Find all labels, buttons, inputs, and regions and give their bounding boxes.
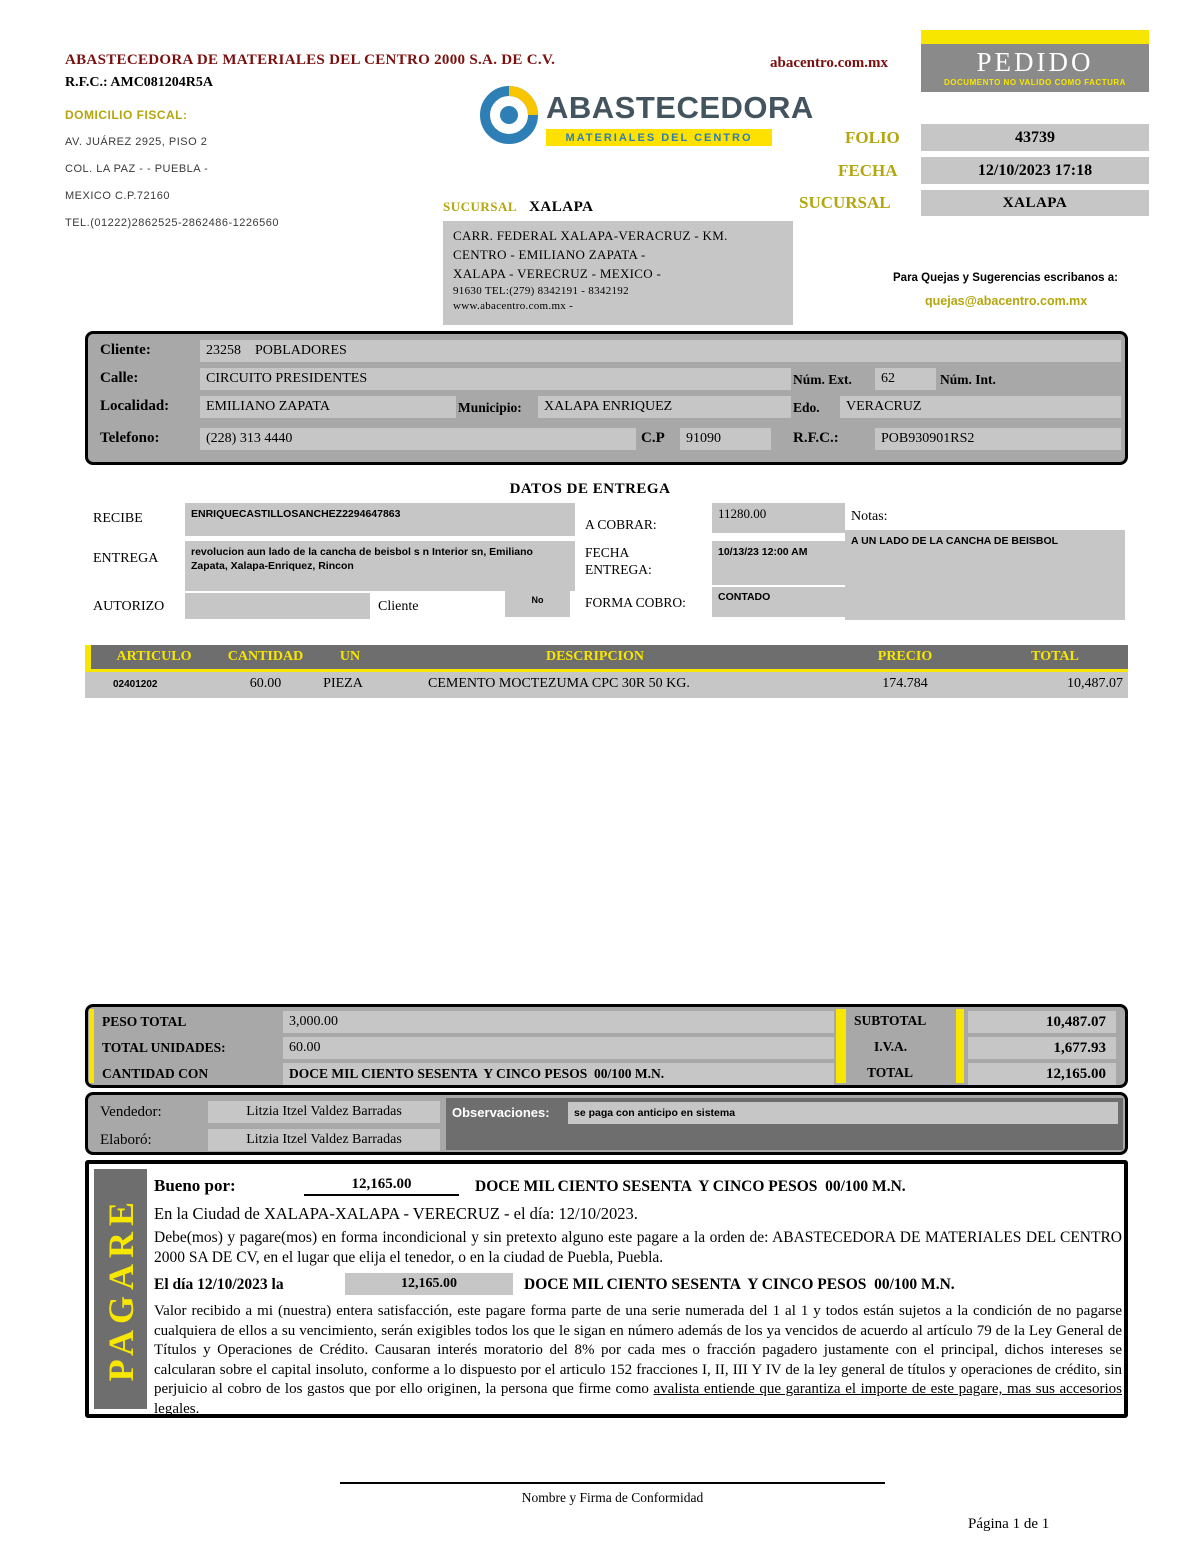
el-dia-text: DOCE MIL CIENTO SESENTA Y CINCO PESOS 00/100 M.N. [524, 1276, 955, 1293]
table-row [85, 672, 1128, 698]
fiscal-address-label: DOMICILIO FISCAL: [65, 108, 188, 122]
el-dia-amount: 12,165.00 [345, 1273, 513, 1295]
cliente-label: Cliente: [100, 342, 151, 358]
col-header-total: TOTAL [1031, 649, 1079, 664]
entrega-value: revolucion aun lado de la cancha de beisbol s n Interior sn, Emiliano Zapata, Xalapa-Enriquez, Rincon [185, 541, 575, 591]
branch-address-line: www.abacentro.com.mx - [453, 300, 574, 313]
table-header-accent [85, 645, 91, 669]
doc-type-note: DOCUMENTO NO VALIDO COMO FACTURA [944, 78, 1126, 87]
col-header-cantidad: CANTIDAD [227, 649, 304, 664]
notas-value: A UN LADO DE LA CANCHA DE BEISBOL [845, 530, 1125, 620]
observaciones-panel [446, 1098, 1123, 1150]
calle-value: CIRCUITO PRESIDENTES [200, 368, 791, 390]
elaboro-value: Litzia Itzel Valdez Barradas [208, 1129, 440, 1151]
logo-wordmark: ABASTECEDORA [546, 90, 814, 125]
forma-cobro-label: FORMA COBRO: [585, 595, 686, 610]
pagare-paragraph-2 [154, 1302, 1122, 1419]
item-precio: 174.784 [882, 676, 928, 691]
fecha-value: 12/10/2023 17:18 [921, 157, 1149, 184]
total-unidades-label: TOTAL UNIDADES: [102, 1040, 226, 1055]
a-cobrar-label: A COBRAR: [585, 517, 657, 532]
item-total: 10,487.07 [1067, 676, 1123, 691]
cantidad-con-value: DOCE MIL CIENTO SESENTA Y CINCO PESOS 00/100 M.N. [283, 1063, 834, 1085]
quejas-email: quejas@abacentro.com.mx [925, 294, 1088, 308]
peso-total-label: PESO TOTAL [102, 1014, 187, 1029]
peso-total-value: 3,000.00 [283, 1011, 834, 1033]
autorizo-label: AUTORIZO [93, 599, 165, 614]
num-ext-value: 62 [875, 368, 936, 390]
entrega-label: ENTREGA [93, 551, 159, 566]
quejas-label: Para Quejas y Sugerencias escribanos a: [893, 272, 1119, 284]
totals-divider-1 [836, 1009, 846, 1083]
signature-label: Nombre y Firma de Conformidad [521, 1490, 704, 1505]
fiscal-address-line: TEL.(01222)2862525-2862486-1226560 [65, 217, 279, 229]
company-name: ABASTECEDORA DE MATERIALES DEL CENTRO 2000 S.A. DE C.V. [65, 52, 556, 68]
telefono-value: (228) 313 4440 [200, 428, 636, 450]
recibe-label: RECIBE [93, 511, 143, 526]
num-ext-label: Núm. Ext. [793, 372, 852, 387]
company-rfc: R.F.C.: AMC081204R5A [65, 75, 214, 90]
totals-box [85, 1004, 1128, 1088]
iva-label: I.V.A. [874, 1039, 908, 1054]
col-header-articulo: ARTICULO [116, 649, 192, 664]
el-dia-label: El día 12/10/2023 la [154, 1276, 284, 1293]
page-number: Página 1 de 1 [968, 1516, 1050, 1532]
cp-label: C.P [641, 430, 665, 446]
sucursal-value: XALAPA [921, 190, 1149, 216]
edo-label: Edo. [793, 400, 820, 415]
pagare-side-label: PAGARE [100, 1196, 141, 1382]
entrega-title: DATOS DE ENTREGA [509, 481, 671, 497]
ciudad-line: En la Ciudad de XALAPA-XALAPA - VERECRUZ - el día: 12/10/2023. [154, 1204, 638, 1223]
bueno-por-text: DOCE MIL CIENTO SESENTA Y CINCO PESOS 00/100 M.N. [475, 1178, 906, 1195]
pagare-paragraph-1: Debe(mos) y pagare(mos) en forma incondicional y sin pretexto alguno este pagare a la orden de: ABASTECEDORA DE MATERIALES DEL CENTRO 2000 SA DE CV, en el lugar que elija el tenedor, o en la ciudad de Puebla, Puebla. [154, 1229, 1122, 1267]
top-accent-bar [921, 30, 1149, 44]
logo-subtitle-band: MATERIALES DEL CENTRO [546, 129, 772, 146]
edo-value: VERACRUZ [840, 396, 1121, 418]
autorizo-value [185, 593, 370, 619]
website-url: abacentro.com.mx [770, 55, 889, 71]
observaciones-value: se paga con anticipo en sistema [568, 1102, 1118, 1124]
municipio-value: XALAPA ENRIQUEZ [538, 396, 791, 418]
observaciones-label: Observaciones: [452, 1105, 550, 1120]
branch-name: XALAPA [529, 199, 594, 215]
branch-address-line: 91630 TEL:(279) 8342191 - 8342192 [453, 284, 629, 297]
total-unidades-value: 60.00 [283, 1037, 834, 1059]
pagare-side-banner [94, 1169, 147, 1409]
fecha-entrega-value: 10/13/23 12:00 AM [712, 541, 845, 585]
total-value: 12,165.00 [968, 1063, 1116, 1085]
no-flag-box: No [505, 591, 570, 617]
pagare-paragraph-2-underlined: avalista entiende que garantiza el importe de este pagare, mas sus accesorios legales. [154, 1381, 1122, 1417]
item-un: PIEZA [323, 676, 363, 691]
fecha-entrega-label: FECHA ENTREGA: [585, 545, 652, 577]
autorizo-cliente-text: Cliente [378, 599, 419, 614]
localidad-value: EMILIANO ZAPATA [200, 396, 456, 418]
col-header-un: UN [339, 649, 361, 664]
pedido-badge [921, 44, 1149, 92]
doc-type-title: PEDIDO [976, 47, 1094, 77]
pagare-paragraph-2-text: Valor recibido a mi (nuestra) entera satisfacción, este pagare forma parte de una serie numerada del 1 al 1 y todos están sujetos a la condición de no pagarse cualquiera de ellos a su vencimiento, serán exigibles todos los que le sigan en número además de los ya vencidos de acuerdo al artículo 79 de la Ley General de Títulos y Operaciones de Crédito. Causaran interés moratorio del 8% por cada mes o fracción pagadero justamente con el principal, dichos intereses se calcularan sobre el capital insoluto, conforme a lo dispuesto por el articulo 152 fracciones I, II, III Y IV de la ley general de títulos y operaciones de crédito, sin perjuicio al cobro de los gastos que por ello originen, la persona que firme como [154, 1303, 1122, 1397]
bueno-por-amount: 12,165.00 [304, 1174, 459, 1196]
totals-divider-2 [956, 1009, 964, 1083]
vendedor-value: Litzia Itzel Valdez Barradas [208, 1101, 440, 1123]
fiscal-address-line: MEXICO C.P.72160 [65, 190, 171, 202]
branch-address-box [443, 221, 793, 325]
col-header-precio: PRECIO [877, 649, 933, 664]
rfc-label: R.F.C.: [793, 430, 839, 446]
item-codigo: 02401202 [113, 679, 158, 690]
total-label: TOTAL [867, 1065, 914, 1080]
vendedor-box [85, 1092, 1128, 1155]
calle-label: Calle: [100, 370, 139, 386]
col-header-descripcion: DESCRIPCION [545, 649, 644, 664]
totals-left-accent [89, 1009, 94, 1083]
num-int-label: Núm. Int. [940, 372, 996, 387]
sucursal-label: SUCURSAL [799, 193, 891, 212]
item-descripcion: CEMENTO MOCTEZUMA CPC 30R 50 KG. [428, 676, 690, 691]
notas-label: Notas: [851, 509, 888, 524]
signature-line [340, 1482, 885, 1484]
folio-label: FOLIO [845, 128, 900, 147]
folio-value: 43739 [921, 124, 1149, 151]
fecha-label: FECHA [838, 161, 898, 180]
pagare-box [85, 1160, 1128, 1418]
client-box [85, 331, 1128, 465]
telefono-label: Telefono: [100, 430, 160, 446]
company-logo-icon [478, 84, 540, 146]
rfc-value: POB930901RS2 [875, 428, 1121, 450]
bueno-por-label: Bueno por: [154, 1176, 236, 1195]
recibe-value: ENRIQUECASTILLOSANCHEZ2294647863 [185, 503, 575, 536]
subtotal-value: 10,487.07 [968, 1011, 1116, 1033]
item-cantidad: 60.00 [249, 676, 282, 691]
items-table-header [85, 645, 1128, 672]
cp-value: 91090 [680, 428, 771, 450]
cliente-value: 23258 POBLADORES [200, 340, 1121, 362]
a-cobrar-value: 11280.00 [712, 503, 845, 533]
branch-address-line: CARR. FEDERAL XALAPA-VERACRUZ - KM. [453, 228, 728, 243]
branch-label: SUCURSAL [443, 199, 518, 214]
branch-address-line: XALAPA - VERECRUZ - MEXICO - [453, 265, 662, 281]
forma-cobro-value: CONTADO [712, 587, 845, 617]
iva-value: 1,677.93 [968, 1037, 1116, 1059]
branch-address-line: CENTRO - EMILIANO ZAPATA - [453, 246, 646, 262]
subtotal-label: SUBTOTAL [854, 1013, 927, 1028]
fiscal-address-line: AV. JUÁREZ 2925, PISO 2 [65, 136, 208, 148]
elaboro-label: Elaboró: [100, 1132, 152, 1148]
localidad-label: Localidad: [100, 398, 170, 414]
vendedor-label: Vendedor: [100, 1104, 162, 1120]
cantidad-con-label: CANTIDAD CON [102, 1066, 209, 1081]
municipio-label: Municipio: [458, 400, 522, 415]
fiscal-address-line: COL. LA PAZ - - PUEBLA - [65, 163, 209, 175]
